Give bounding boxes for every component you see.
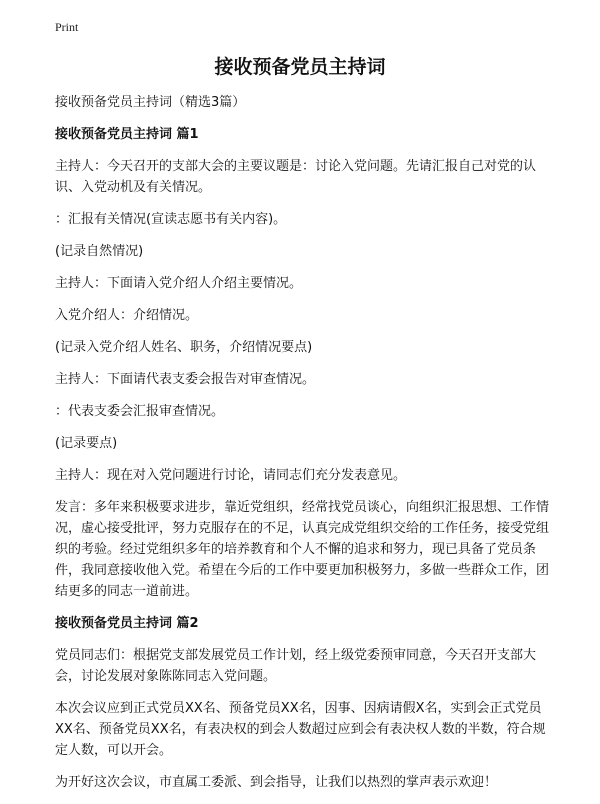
- section-1-paragraph: (记录入党介绍人姓名、职务，介绍情况要点): [55, 340, 313, 355]
- section-2-paragraph: 本次会议应到正式党员XX名、预备党员XX名，因事、因病请假X名，实到会正式党员XX名、预备党员XX名，有表决权的到会人数超过应到会有表决权人数的半数，符合规定人数，可以开会。: [55, 701, 546, 758]
- section-2-paragraph: 党员同志们：根据党支部发展党员工作计划，经上级党委预审同意，今天召开支部大会，讨论发展对象陈陈同志入党问题。: [55, 648, 537, 684]
- print-label: Print: [55, 20, 79, 34]
- page-title: 接收预备党员主持词: [214, 56, 386, 78]
- section-1-paragraph: ：代表支委会汇报审查情况。: [55, 404, 225, 419]
- section-1-paragraph: 主持人：今天召开的支部大会的主要议题是：讨论入党问题。先请汇报自己对党的认识、入党动机及有关情况。: [55, 159, 537, 195]
- section-1-paragraph: (记录要点): [55, 436, 118, 451]
- section-1-paragraph: 主持人：现在对入党问题进行讨论，请同志们充分发表意见。: [55, 468, 407, 483]
- section-1-paragraph: 主持人：下面请代表支委会报告对审查情况。: [55, 372, 316, 387]
- section-2-heading: 接收预备党员主持词 篇2: [55, 616, 199, 631]
- section-1-paragraph: 发言：多年来积极要求进步，靠近党组织，经常找党员谈心，向组织汇报思想、工作情况，虚心接受批评，努力克服存在的不足，认真完成党组织交给的工作任务，接受党组织的考验。经过党组织多年的培养教育和个人不懈的追求和努力，现已具备了党员条件，我同意接收他入党。希望在今后的工作中要更加积极努力，多做一些群众工作，团结更多的同志一道前进。: [55, 500, 550, 599]
- document-subtitle: 接收预备党员主持词（精选3篇）: [55, 95, 246, 110]
- section-1-paragraph: (记录自然情况): [55, 244, 144, 259]
- section-1-heading: 接收预备党员主持词 篇1: [55, 127, 199, 142]
- section-1-paragraph: ：汇报有关情况(宣读志愿书有关内容)。: [55, 212, 287, 227]
- section-1-paragraph: 主持人：下面请入党介绍人介绍主要情况。: [55, 276, 303, 291]
- section-2-paragraph: 为开好这次会议，市直属工委派、到会指导，让我们以热烈的掌声表示欢迎！: [55, 775, 498, 790]
- section-1-paragraph: 入党介绍人：介绍情况。: [55, 308, 199, 323]
- document-body: [55, 92, 555, 804]
